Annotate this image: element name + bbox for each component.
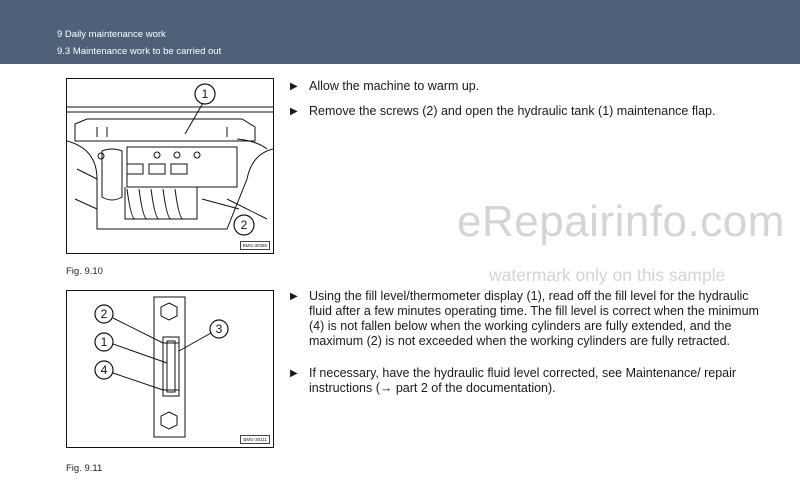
figure-id-tag: BMG-30111 <box>240 435 270 444</box>
callout-2: 2 <box>100 307 108 321</box>
watermark-brand: eRepairinfo.com <box>457 197 785 246</box>
figure-9-10 <box>66 78 274 254</box>
callout-1: 1 <box>201 87 209 101</box>
figure-id-tag: BMG-30386 <box>240 241 270 250</box>
watermark-note: watermark only on this sample <box>489 265 726 285</box>
instruction-text: Using the fill level/thermometer display (1), read off the fill level for the hydraulic fluid after a few minutes operating time. The fill level is correct when the minimum (4) is not fallen below when the working cylinders are fully extended, and the maximum (2) is not exceeded when the working cylinders are fully retracted. <box>309 289 759 348</box>
hydraulic-tank-illustration <box>67 79 273 253</box>
instruction-step <box>290 104 760 119</box>
instruction-text: If necessary, have the hydraulic fluid level corrected, see Maintenance/ repair instructions (→ part 2 of the documentation). <box>309 366 737 395</box>
instruction-text: Allow the machine to warm up. <box>309 79 480 93</box>
section-title: 9.3 Maintenance work to be carried out <box>57 46 222 57</box>
instruction-step <box>290 79 760 94</box>
callout-2: 2 <box>240 218 248 232</box>
fill-level-display-illustration <box>67 291 273 447</box>
instruction-step <box>290 366 760 396</box>
figure-caption: Fig. 9.10 <box>66 266 103 277</box>
figure-9-11 <box>66 290 274 448</box>
chapter-title: 9 Daily maintenance work <box>57 29 166 40</box>
instruction-text: Remove the screws (2) and open the hydraulic tank (1) maintenance flap. <box>309 104 716 118</box>
arrow-right-icon: ▶ <box>290 106 298 117</box>
instruction-step <box>290 289 760 349</box>
arrow-right-icon: ▶ <box>290 291 298 302</box>
arrow-right-icon: ▶ <box>290 368 298 379</box>
figure-caption: Fig. 9.11 <box>66 463 103 474</box>
callout-1: 1 <box>100 335 108 349</box>
page-header <box>0 0 800 64</box>
callout-4: 4 <box>100 363 108 377</box>
arrow-right-icon: ▶ <box>290 81 298 92</box>
callout-3: 3 <box>215 322 223 336</box>
